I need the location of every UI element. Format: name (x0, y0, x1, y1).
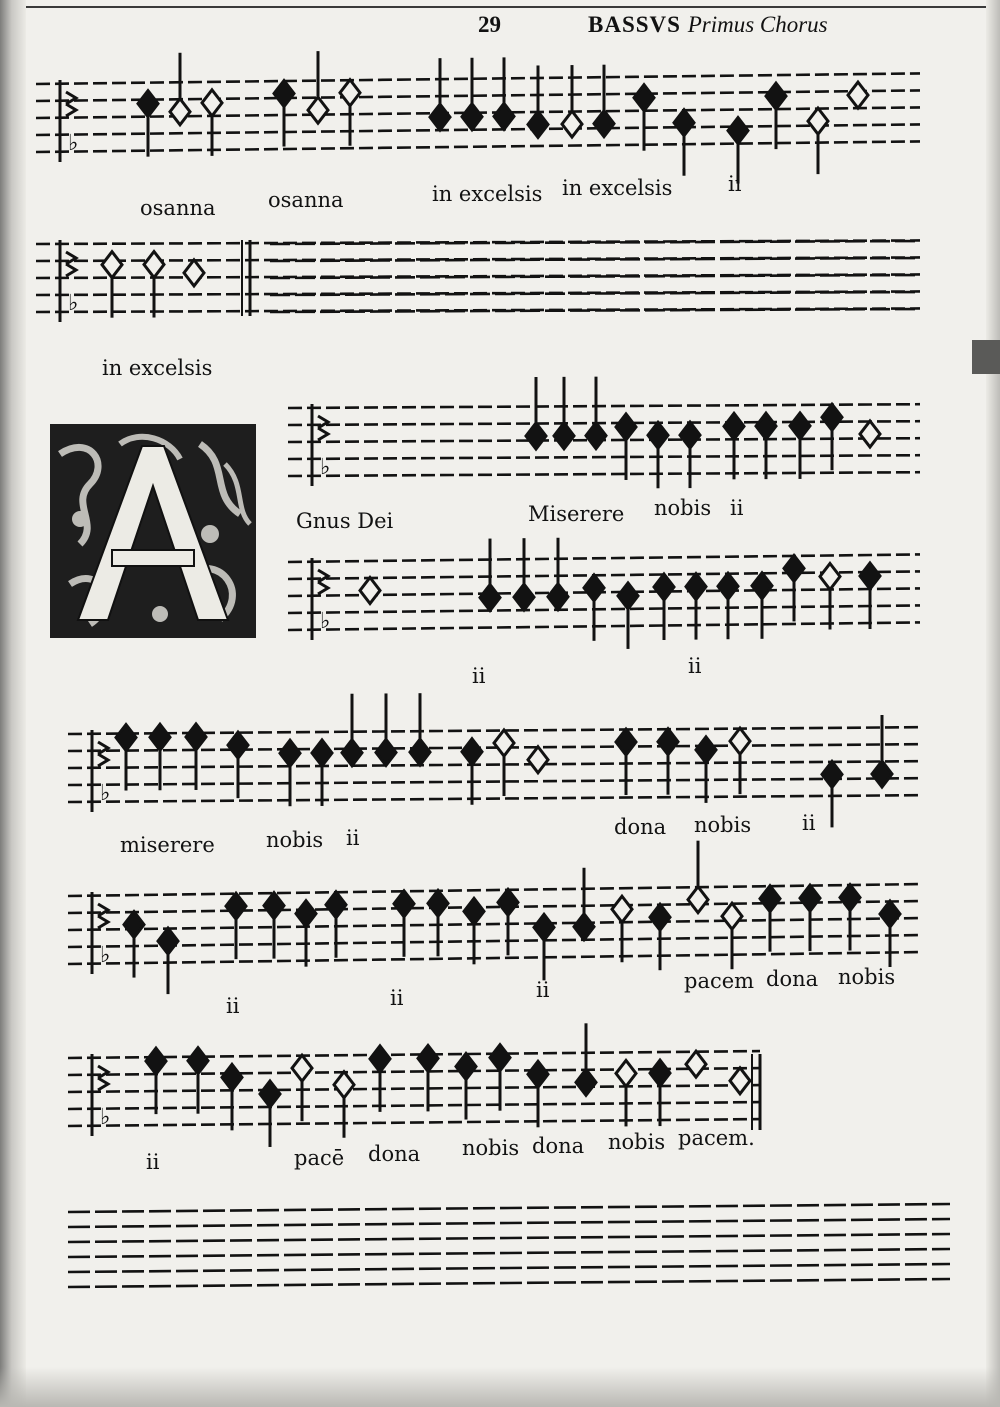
note-head (370, 1046, 390, 1072)
lyric-nobis-6: nobis (608, 1130, 666, 1154)
note-head (848, 82, 868, 108)
c-clef (98, 742, 108, 766)
note-head (688, 887, 708, 913)
page-bottom-shadow (0, 1367, 1000, 1407)
note-head (116, 725, 136, 751)
lyric-nobis-4: nobis (838, 965, 896, 989)
note-head (634, 85, 654, 111)
lyric-ii-1: ii (728, 172, 742, 196)
empty-staff-line (68, 1234, 950, 1242)
note-head (860, 421, 880, 447)
note-head (728, 118, 748, 144)
note-head (494, 103, 514, 129)
note-head (138, 91, 158, 117)
lyric-ii-2: ii (730, 496, 744, 520)
running-head-voice: BASSVS (588, 12, 681, 37)
lyric-in-excelsis-2: in excelsis (562, 176, 673, 200)
lyric-in-excelsis-1: in excelsis (432, 182, 543, 206)
staff-line (288, 554, 920, 562)
staff-line (68, 884, 920, 896)
lyric-ii-4: ii (688, 654, 702, 678)
note-head (334, 1072, 354, 1098)
note-head (752, 573, 772, 599)
note-head (650, 904, 670, 930)
note-head (880, 901, 900, 927)
note-head (822, 761, 842, 787)
note-head (526, 423, 546, 449)
note-head (308, 97, 328, 123)
staff-line (68, 918, 920, 930)
note-head (860, 563, 880, 589)
c-clef (318, 416, 328, 440)
staff-line (36, 141, 920, 152)
c-clef (318, 570, 328, 594)
lyric-pacem: pacem (684, 969, 755, 993)
note-head (202, 90, 222, 116)
lyric-ii-9: ii (536, 978, 550, 1002)
note-head (462, 739, 482, 765)
note-head (188, 1048, 208, 1074)
note-head (528, 111, 548, 137)
initial-ornament (50, 424, 256, 638)
staff-line (36, 124, 920, 135)
note-head (686, 1051, 706, 1077)
lyric-osanna-2: osanna (268, 188, 344, 212)
note-head (808, 108, 828, 134)
empty-staff-line (68, 1204, 950, 1212)
note-head (494, 730, 514, 756)
note-head (658, 729, 678, 755)
lyric-osanna-1: osanna (140, 196, 216, 220)
note-head (514, 584, 534, 610)
note-head (498, 889, 518, 915)
note-head (150, 724, 170, 750)
staff-line (68, 1102, 760, 1109)
note-head (616, 1060, 636, 1086)
note-head (456, 1054, 476, 1080)
note-head (376, 739, 396, 765)
note-head (326, 892, 346, 918)
note-head (650, 1060, 670, 1086)
staff-line (288, 605, 920, 613)
note-head (430, 104, 450, 130)
flat-sign: ♭ (100, 781, 111, 806)
lyric-ii-10: ii (146, 1150, 160, 1174)
note-head (186, 724, 206, 750)
note-head (170, 99, 190, 125)
note-head (228, 732, 248, 758)
note-head (872, 761, 892, 787)
note-head (574, 914, 594, 940)
empty-staff-line (68, 1219, 950, 1227)
flat-sign: ♭ (100, 943, 111, 968)
note-head (418, 1045, 438, 1071)
lyric-dona-4: dona (532, 1134, 585, 1158)
note-head (462, 104, 482, 130)
note-head (534, 914, 554, 940)
lyric-nobis-2: nobis (266, 828, 324, 852)
staff-line (68, 1051, 760, 1058)
lyric-nobis-1: nobis (654, 496, 712, 520)
note-head (696, 737, 716, 763)
note-head (724, 413, 744, 439)
note-head (594, 111, 614, 137)
note-head (554, 423, 574, 449)
staff-line (288, 404, 920, 408)
lyric-dona-1: dona (614, 815, 667, 839)
note-head (584, 575, 604, 601)
note-head (680, 422, 700, 448)
note-head (480, 585, 500, 611)
note-head (800, 885, 820, 911)
note-head (822, 404, 842, 430)
note-head (562, 111, 582, 137)
note-head (654, 574, 674, 600)
note-head (616, 414, 636, 440)
page-number: 29 (478, 12, 501, 37)
lyric-ii-7: ii (226, 994, 240, 1018)
note-head (760, 886, 780, 912)
note-head (296, 901, 316, 927)
note-head (184, 260, 204, 286)
note-head (342, 740, 362, 766)
note-head (280, 740, 300, 766)
empty-staff-line (68, 1279, 950, 1287)
note-head (528, 1061, 548, 1087)
staff-line (68, 795, 920, 802)
flat-sign: ♭ (68, 291, 79, 316)
lyric-miserere-1: Miserere (528, 502, 625, 526)
lyric-dona-2: dona (766, 967, 819, 991)
note-head (686, 574, 706, 600)
flat-sign: ♭ (100, 1105, 111, 1130)
note-head (222, 1064, 242, 1090)
note-head (648, 422, 668, 448)
note-head (820, 563, 840, 589)
note-head (784, 555, 804, 581)
note-head (144, 252, 164, 278)
lyric-miserere-2: miserere (120, 833, 215, 857)
note-head (766, 83, 786, 109)
flat-sign: ♭ (68, 131, 79, 156)
lyric-ii-8: ii (390, 986, 404, 1010)
note-head (790, 413, 810, 439)
note-head (612, 896, 632, 922)
note-head (730, 728, 750, 754)
c-clef (66, 92, 76, 116)
note-head (158, 928, 178, 954)
lyric-in-excelsis-3: in excelsis (102, 356, 213, 380)
note-head (124, 912, 144, 938)
note-head (616, 729, 636, 755)
note-head (490, 1045, 510, 1071)
lyric-nobis-3: nobis (694, 813, 752, 837)
note-head (576, 1069, 596, 1095)
note-head (146, 1048, 166, 1074)
lyric-ii-3: ii (472, 664, 486, 688)
lyric-ii-5: ii (346, 826, 360, 850)
note-head (718, 573, 738, 599)
empty-staff-line (68, 1249, 950, 1257)
note-head (674, 110, 694, 136)
c-clef (98, 1066, 108, 1090)
staff-line (68, 1119, 760, 1126)
note-head (840, 885, 860, 911)
staff-line (68, 901, 920, 913)
flat-sign: ♭ (320, 455, 331, 480)
note-head (394, 891, 414, 917)
staff-line (68, 1085, 760, 1092)
note-head (292, 1055, 312, 1081)
note-head (618, 583, 638, 609)
note-head (226, 893, 246, 919)
note-head (464, 898, 484, 924)
note-head (274, 81, 294, 107)
note-head (548, 584, 568, 610)
note-head (730, 1068, 750, 1094)
note-head (360, 578, 380, 604)
note-head (260, 1081, 280, 1107)
note-head (722, 903, 742, 929)
staff-line (288, 455, 920, 459)
note-head (264, 893, 284, 919)
note-head (312, 740, 332, 766)
c-clef (66, 252, 76, 276)
note-head (586, 423, 606, 449)
staff-line (68, 935, 920, 947)
note-head (102, 252, 122, 278)
note-head (528, 747, 548, 773)
note-head (410, 739, 430, 765)
lyric-pacem-final: pacem. (678, 1126, 755, 1150)
staff-line (288, 472, 920, 476)
empty-staff-line (68, 1264, 950, 1272)
staff-line (68, 952, 920, 964)
lyric-dona-3: dona (368, 1142, 421, 1166)
staff-line (288, 622, 920, 630)
running-head-choir: Primus Chorus (687, 12, 828, 37)
note-head (756, 413, 776, 439)
note-head (340, 80, 360, 106)
note-head (428, 890, 448, 916)
decorated-initial (50, 424, 256, 638)
lyric-gnus-dei: Gnus Dei (296, 509, 394, 533)
staff-line (36, 73, 920, 84)
lyric-nobis-5: nobis (462, 1136, 520, 1160)
lyric-ii-6: ii (802, 811, 816, 835)
c-clef (98, 904, 108, 928)
lyric-pace: pacē (294, 1146, 345, 1170)
flat-sign: ♭ (320, 609, 331, 634)
